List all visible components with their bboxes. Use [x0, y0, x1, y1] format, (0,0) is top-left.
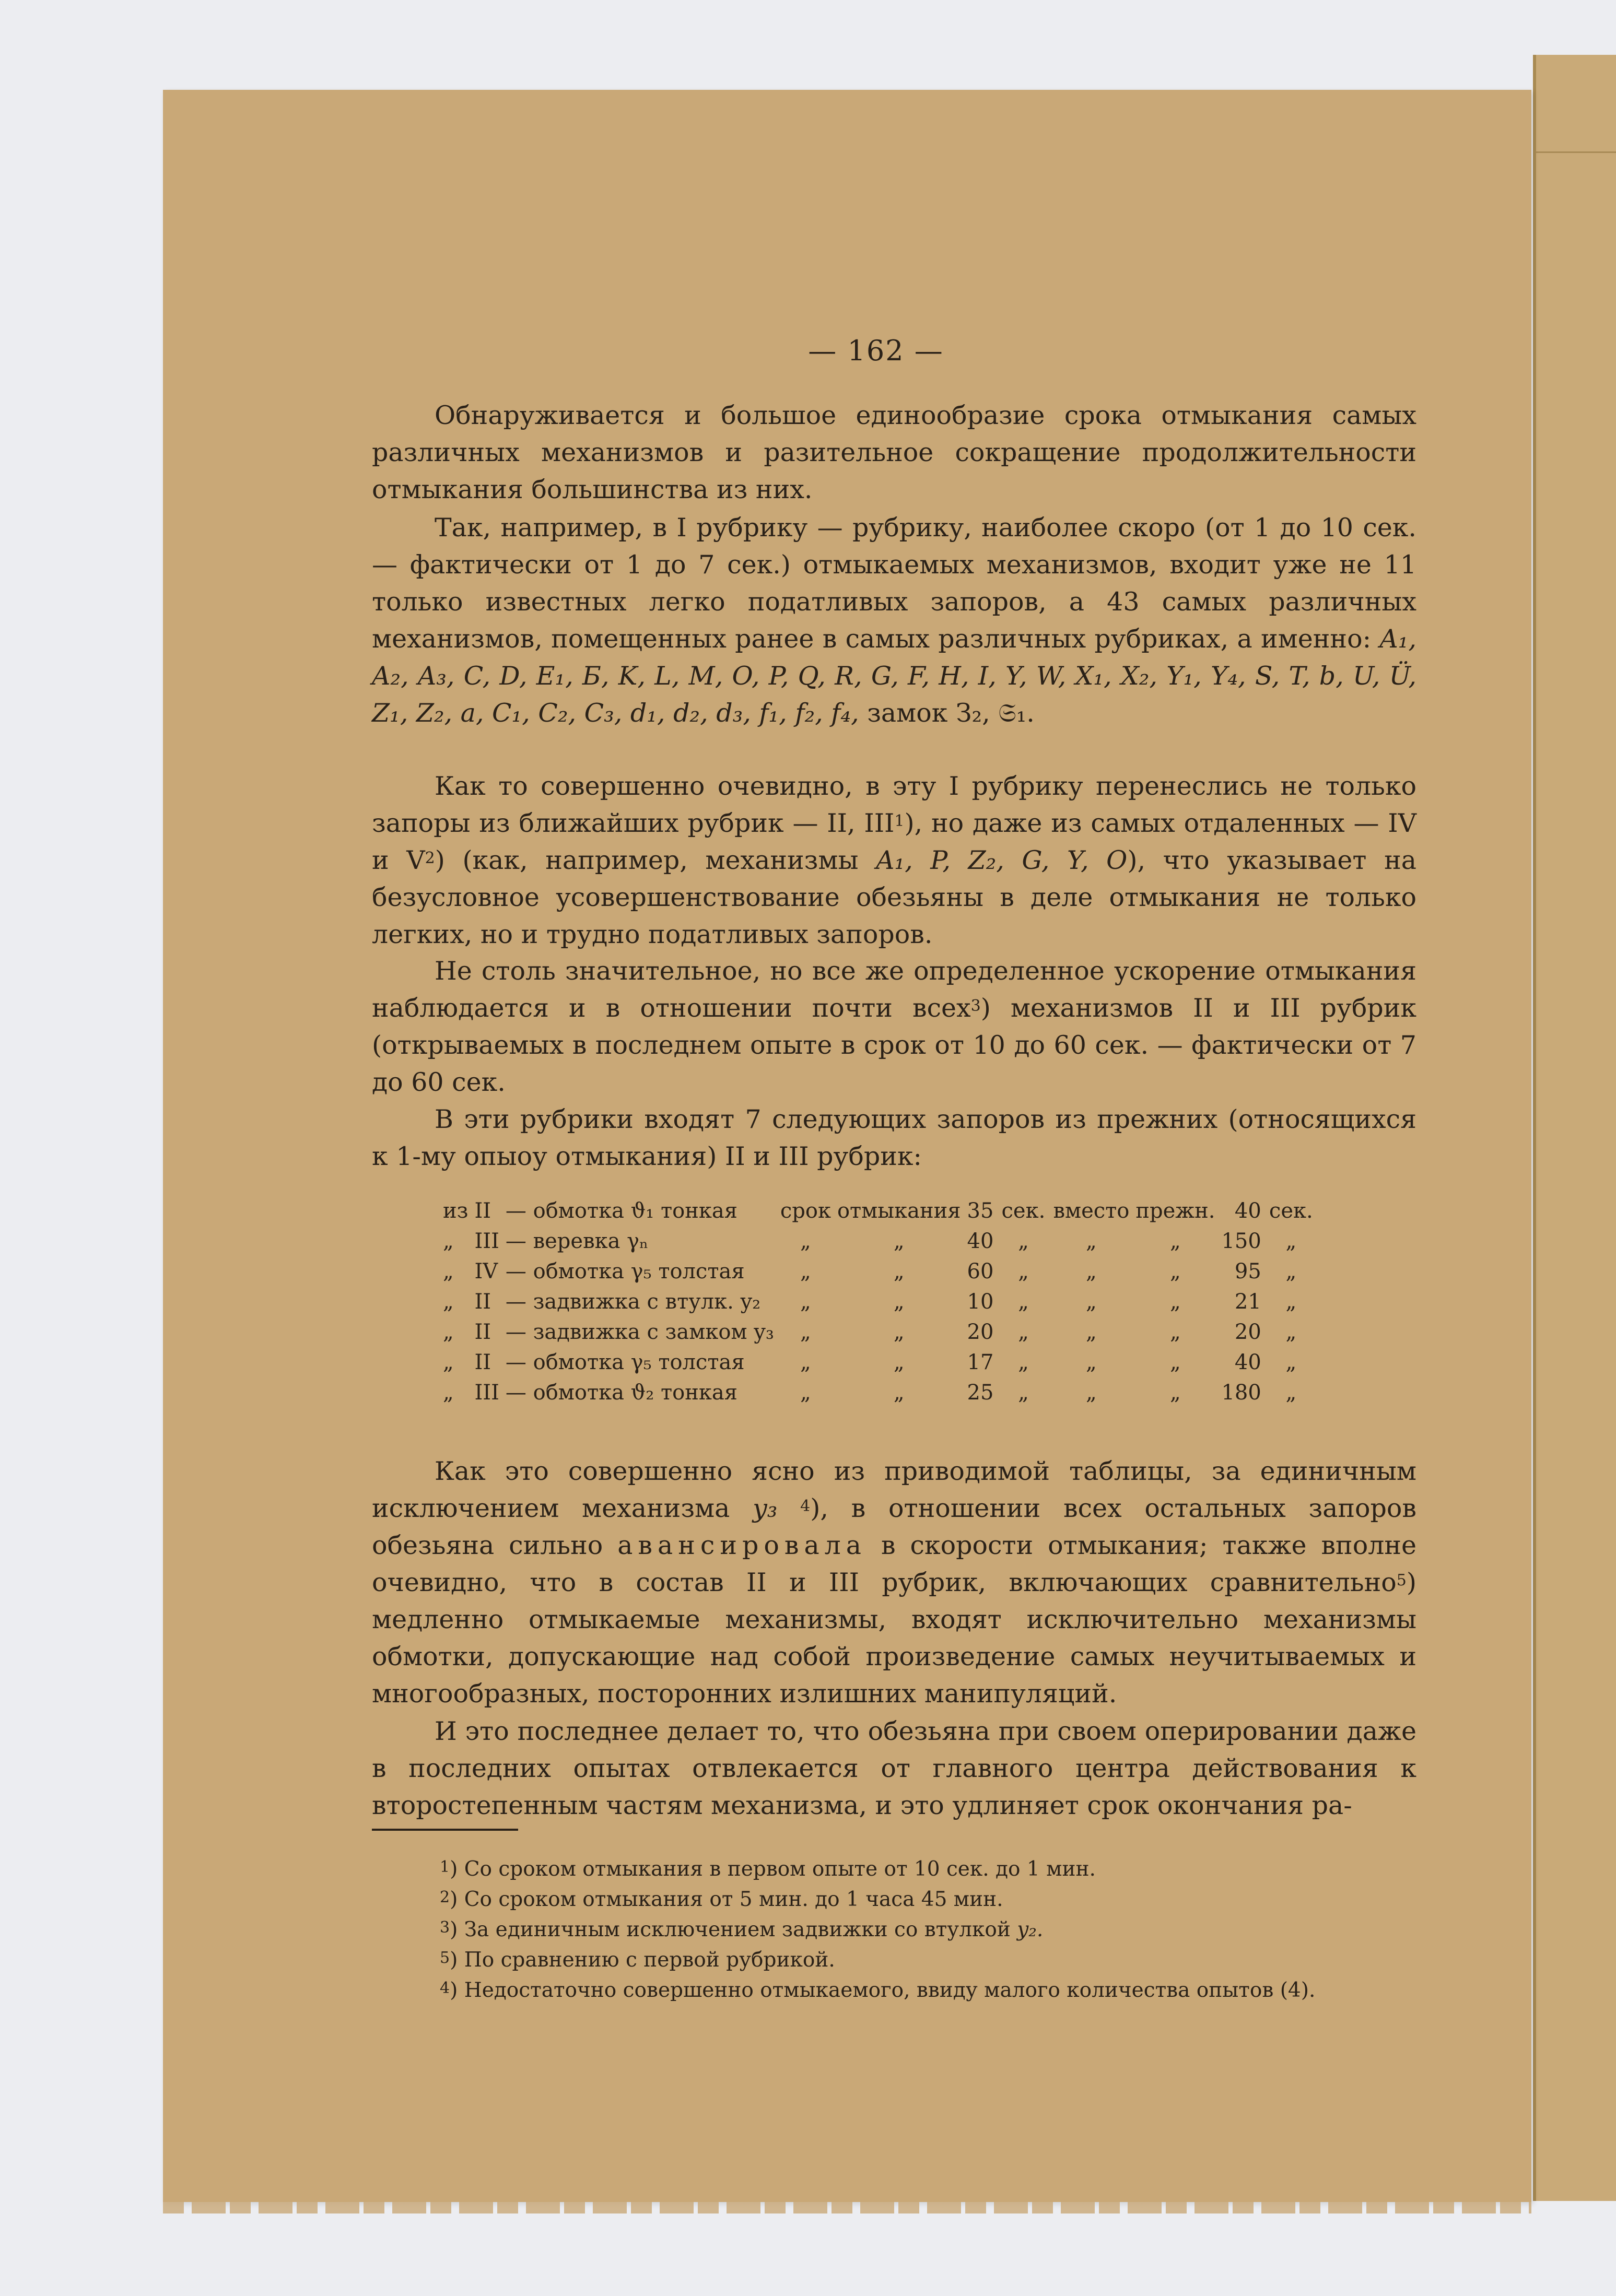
cell-old: 20: [1234, 1320, 1261, 1344]
cell-c4: „: [1170, 1320, 1181, 1344]
cell-old: 40: [1234, 1199, 1261, 1223]
cell-prefix: из: [443, 1199, 469, 1223]
adjacent-page-edge: [1533, 55, 1616, 2201]
footnote-2: [440, 1885, 1003, 1914]
cell-c3: „: [1086, 1229, 1097, 1253]
cell-c2: отмыкания: [837, 1199, 961, 1223]
table-row: [440, 1377, 1318, 1408]
cell-old: 150: [1221, 1229, 1261, 1253]
cell-prefix: „: [443, 1350, 454, 1374]
footnote-ref[interactable]: 2: [425, 849, 435, 867]
cell-new: 20: [967, 1320, 994, 1344]
cell-c3: „: [1086, 1320, 1097, 1344]
table-row: [440, 1256, 1318, 1287]
paragraph-3: [372, 768, 1416, 953]
paragraph-text: Как то совершенно очевидно, в эту I рубрику перенеслись не только запоры из ближайших рубрик — II, III: [372, 771, 1416, 838]
footnote-mark: 4: [440, 1979, 450, 1997]
footnote-3: [440, 1915, 1043, 1945]
paragraph-2: [372, 509, 1416, 732]
footnote-ref[interactable]: 4: [800, 1497, 811, 1515]
cell-c2: „: [893, 1259, 905, 1284]
cell-c4: „: [1170, 1259, 1181, 1284]
cell-old: 180: [1221, 1381, 1261, 1405]
cell-c1: „: [800, 1290, 811, 1314]
footnote-text: ) По сравнению с первой рубрикой.: [450, 1948, 835, 1972]
cell-rubric: IV: [474, 1259, 498, 1284]
mechanism-list: A₁, A₂, A₃, C, D, E₁, Б, K, L, M, O, P, Q, R, G, F, H, I, Y, W, X₁, X₂, Y₁, Y₄, S, T, b, U, Ü, Z₁, Z₂, a, C₁, C₂, C₃, d₁, d₂, d₃, f₁, f₂, f₄,: [372, 624, 1416, 728]
cell-c1: „: [800, 1259, 811, 1284]
cell-prefix: „: [443, 1229, 454, 1253]
cell-c3: „: [1086, 1290, 1097, 1314]
table-row: [440, 1226, 1318, 1256]
cell-old: 95: [1234, 1259, 1261, 1284]
cell-u1: „: [1018, 1290, 1029, 1314]
cell-rubric: II: [474, 1199, 491, 1223]
cell-c1: „: [800, 1320, 811, 1344]
cell-c3: „: [1086, 1259, 1097, 1284]
cell-c3: „: [1086, 1350, 1097, 1374]
footnote-mark: 1: [440, 1858, 450, 1876]
table-row: [440, 1347, 1318, 1377]
cell-c2: „: [893, 1229, 905, 1253]
cell-old: 21: [1234, 1290, 1261, 1314]
footnote-4: [440, 1976, 1315, 2005]
cell-mechanism: — задвижка с замком y₃: [505, 1320, 774, 1344]
footnote-ref[interactable]: 1: [894, 812, 905, 830]
cell-new: 10: [967, 1290, 994, 1314]
cell-c3: вместо: [1053, 1199, 1130, 1223]
cell-u2: „: [1285, 1381, 1297, 1405]
paragraph-text: замок З₂, 𝔖₁.: [867, 698, 1035, 728]
footnote-mark: 3: [440, 1918, 450, 1937]
footnote-ref[interactable]: 5: [1396, 1571, 1407, 1589]
cell-mechanism: — задвижка с втулк. y₂: [505, 1290, 761, 1314]
table-row: [440, 1287, 1318, 1317]
footnote-5: [440, 1946, 835, 1975]
mechanism-list: A₁, P, Z₂, G, Y, O: [876, 845, 1128, 875]
cell-u1: „: [1018, 1229, 1029, 1253]
paragraph-6: [372, 1453, 1416, 1712]
paragraph-text: ) (как, например, механизмы: [435, 845, 859, 875]
cell-u1: сек.: [1001, 1199, 1046, 1223]
page-number: — 162 —: [808, 334, 944, 367]
mechanism-symbol: y₂.: [1017, 1918, 1044, 1941]
paragraph-text: В эти рубрики входят 7 следующих запоров из прежних (относящихся к 1-му опыоу отмыкания) II и III рубрик:: [372, 1104, 1416, 1171]
paragraph-text: в скорости отмыкания; также вполне очевидно, что в состав II и III рубрик, включающих сравнительно: [372, 1530, 1416, 1597]
cell-new: 40: [967, 1229, 994, 1253]
cell-c1: „: [800, 1381, 811, 1405]
cell-u2: „: [1285, 1320, 1297, 1344]
lock-times-table: [440, 1196, 1318, 1408]
paragraph-text: Не столь значительное, но все же определенное ускорение отмыкания наблюдается и в отношении почти всех: [372, 956, 1416, 1023]
cell-prefix: „: [443, 1259, 454, 1284]
cell-c4: „: [1170, 1229, 1181, 1253]
cell-u2: „: [1285, 1350, 1297, 1374]
cell-c1: „: [800, 1350, 811, 1374]
paragraph-text: ) механизмов II и III рубрик (открываемых в последнем опыте в срок от 10 до 60 сек. — фактически от 7 до 60 сек.: [372, 993, 1416, 1097]
cell-c3: „: [1086, 1381, 1097, 1405]
cell-u2: „: [1285, 1259, 1297, 1284]
cell-c2: „: [893, 1381, 905, 1405]
document-page: [163, 90, 1531, 2202]
footnote-text: ) Со сроком отмыкания от 5 мин. до 1 часа 45 мин.: [450, 1888, 1003, 1911]
footnote-ref[interactable]: 3: [970, 997, 981, 1015]
cell-u1: „: [1018, 1259, 1029, 1284]
paragraph-text: ), но даже из самых отдаленных — IV и V: [372, 808, 1417, 875]
paragraph-text: Так, например, в I рубрику — рубрику, наиболее скоро (от 1 до 10 сек. — фактически от 1 до 7 сек.) отмыкаемых механизмов, входит уже не 11 только известных легко податливых запоров, а 43 самых различных механизмов, помещенных ранее в самых различных рубриках, а именно:: [372, 513, 1416, 654]
cell-u1: „: [1018, 1350, 1029, 1374]
paragraph-text: ) медленно отмыкаемые механизмы, входят исключительно механизмы обмотки, допускающие над собой произведение самых неучитываемых и многообразных, посторонних излишних манипуляций.: [372, 1568, 1416, 1709]
cell-mechanism: — обмотка γ₅ толстая: [505, 1350, 745, 1374]
mechanism-symbol: y₃: [753, 1493, 778, 1523]
cell-c4: „: [1170, 1350, 1181, 1374]
cell-new: 17: [967, 1350, 994, 1374]
cell-u2: сек.: [1269, 1199, 1313, 1223]
cell-c4: „: [1170, 1290, 1181, 1314]
cell-rubric: II: [474, 1350, 491, 1374]
cell-mechanism: — обмотка ϑ₂ тонкая: [505, 1381, 737, 1405]
cell-rubric: II: [474, 1290, 491, 1314]
paragraph-text: ), что указывает на безусловное усовершенствование обезьяны в деле отмыкания не только легких, но и трудно податливых запоров.: [372, 845, 1416, 949]
cell-prefix: „: [443, 1320, 454, 1344]
cell-u1: „: [1018, 1381, 1029, 1405]
paragraph-text: Как это совершенно ясно из приводимой таблицы, за единичным исключением механизма: [372, 1456, 1416, 1523]
cell-c4: „: [1170, 1381, 1181, 1405]
table-row: [440, 1317, 1318, 1347]
cell-c1: „: [800, 1229, 811, 1253]
cell-u2: „: [1285, 1229, 1297, 1253]
emphasized-word: авансировала: [617, 1530, 866, 1560]
cell-c2: „: [893, 1350, 905, 1374]
cell-c4: прежн.: [1135, 1199, 1215, 1223]
cell-prefix: „: [443, 1290, 454, 1314]
cell-old: 40: [1234, 1350, 1261, 1374]
cell-new: 35: [967, 1199, 994, 1223]
cell-rubric: III: [474, 1381, 499, 1405]
cell-rubric: III: [474, 1229, 499, 1253]
cell-mechanism: — обмотка ϑ₁ тонкая: [505, 1199, 737, 1223]
cell-new: 25: [967, 1381, 994, 1405]
footnote-text: ) За единичным исключением задвижки со втулкой: [450, 1918, 1011, 1941]
cell-c2: „: [893, 1290, 905, 1314]
cell-mechanism: — обмотка γ₅ толстая: [505, 1259, 745, 1284]
paragraph-5: [372, 1101, 1416, 1175]
cell-c1: срок: [780, 1199, 831, 1223]
cell-u1: „: [1018, 1320, 1029, 1344]
cell-c2: „: [893, 1320, 905, 1344]
paragraph-text: И это последнее делает то, что обезьяна при своем оперировании даже в последних опытах отвлекается от главного центра действования к второстепенным частям механизма, и это удлиняет срок окончания ра-: [372, 1716, 1416, 1820]
footnote-mark: 5: [440, 1949, 450, 1967]
footnote-separator: [372, 1829, 518, 1831]
footnote-text: ) Со сроком отмыкания в первом опыте от 10 сек. до 1 мин.: [450, 1857, 1096, 1881]
paragraph-1: [372, 397, 1416, 508]
cell-rubric: II: [474, 1320, 491, 1344]
page-fold-line: [1536, 151, 1616, 153]
paragraph-7: [372, 1713, 1416, 1824]
footnote-1: [440, 1855, 1096, 1884]
paragraph-text: Обнаруживается и большое единообразие срока отмыкания самых различных механизмов и разительное сокращение продолжительности отмыкания большинства из них.: [372, 401, 1416, 504]
cell-u2: „: [1285, 1290, 1297, 1314]
paragraph-4: [372, 952, 1416, 1101]
cell-prefix: „: [443, 1381, 454, 1405]
cell-mechanism: — веревка γₙ: [505, 1229, 649, 1253]
cell-new: 60: [967, 1259, 994, 1284]
footnote-mark: 2: [440, 1888, 450, 1906]
paragraph-text: ), в отношении всех остальных запоров обезьяна сильно: [372, 1493, 1416, 1560]
table-row: [440, 1196, 1318, 1226]
footnote-text: ) Недостаточно совершенно отмыкаемого, ввиду малого количества опытов (4).: [450, 1979, 1316, 2002]
